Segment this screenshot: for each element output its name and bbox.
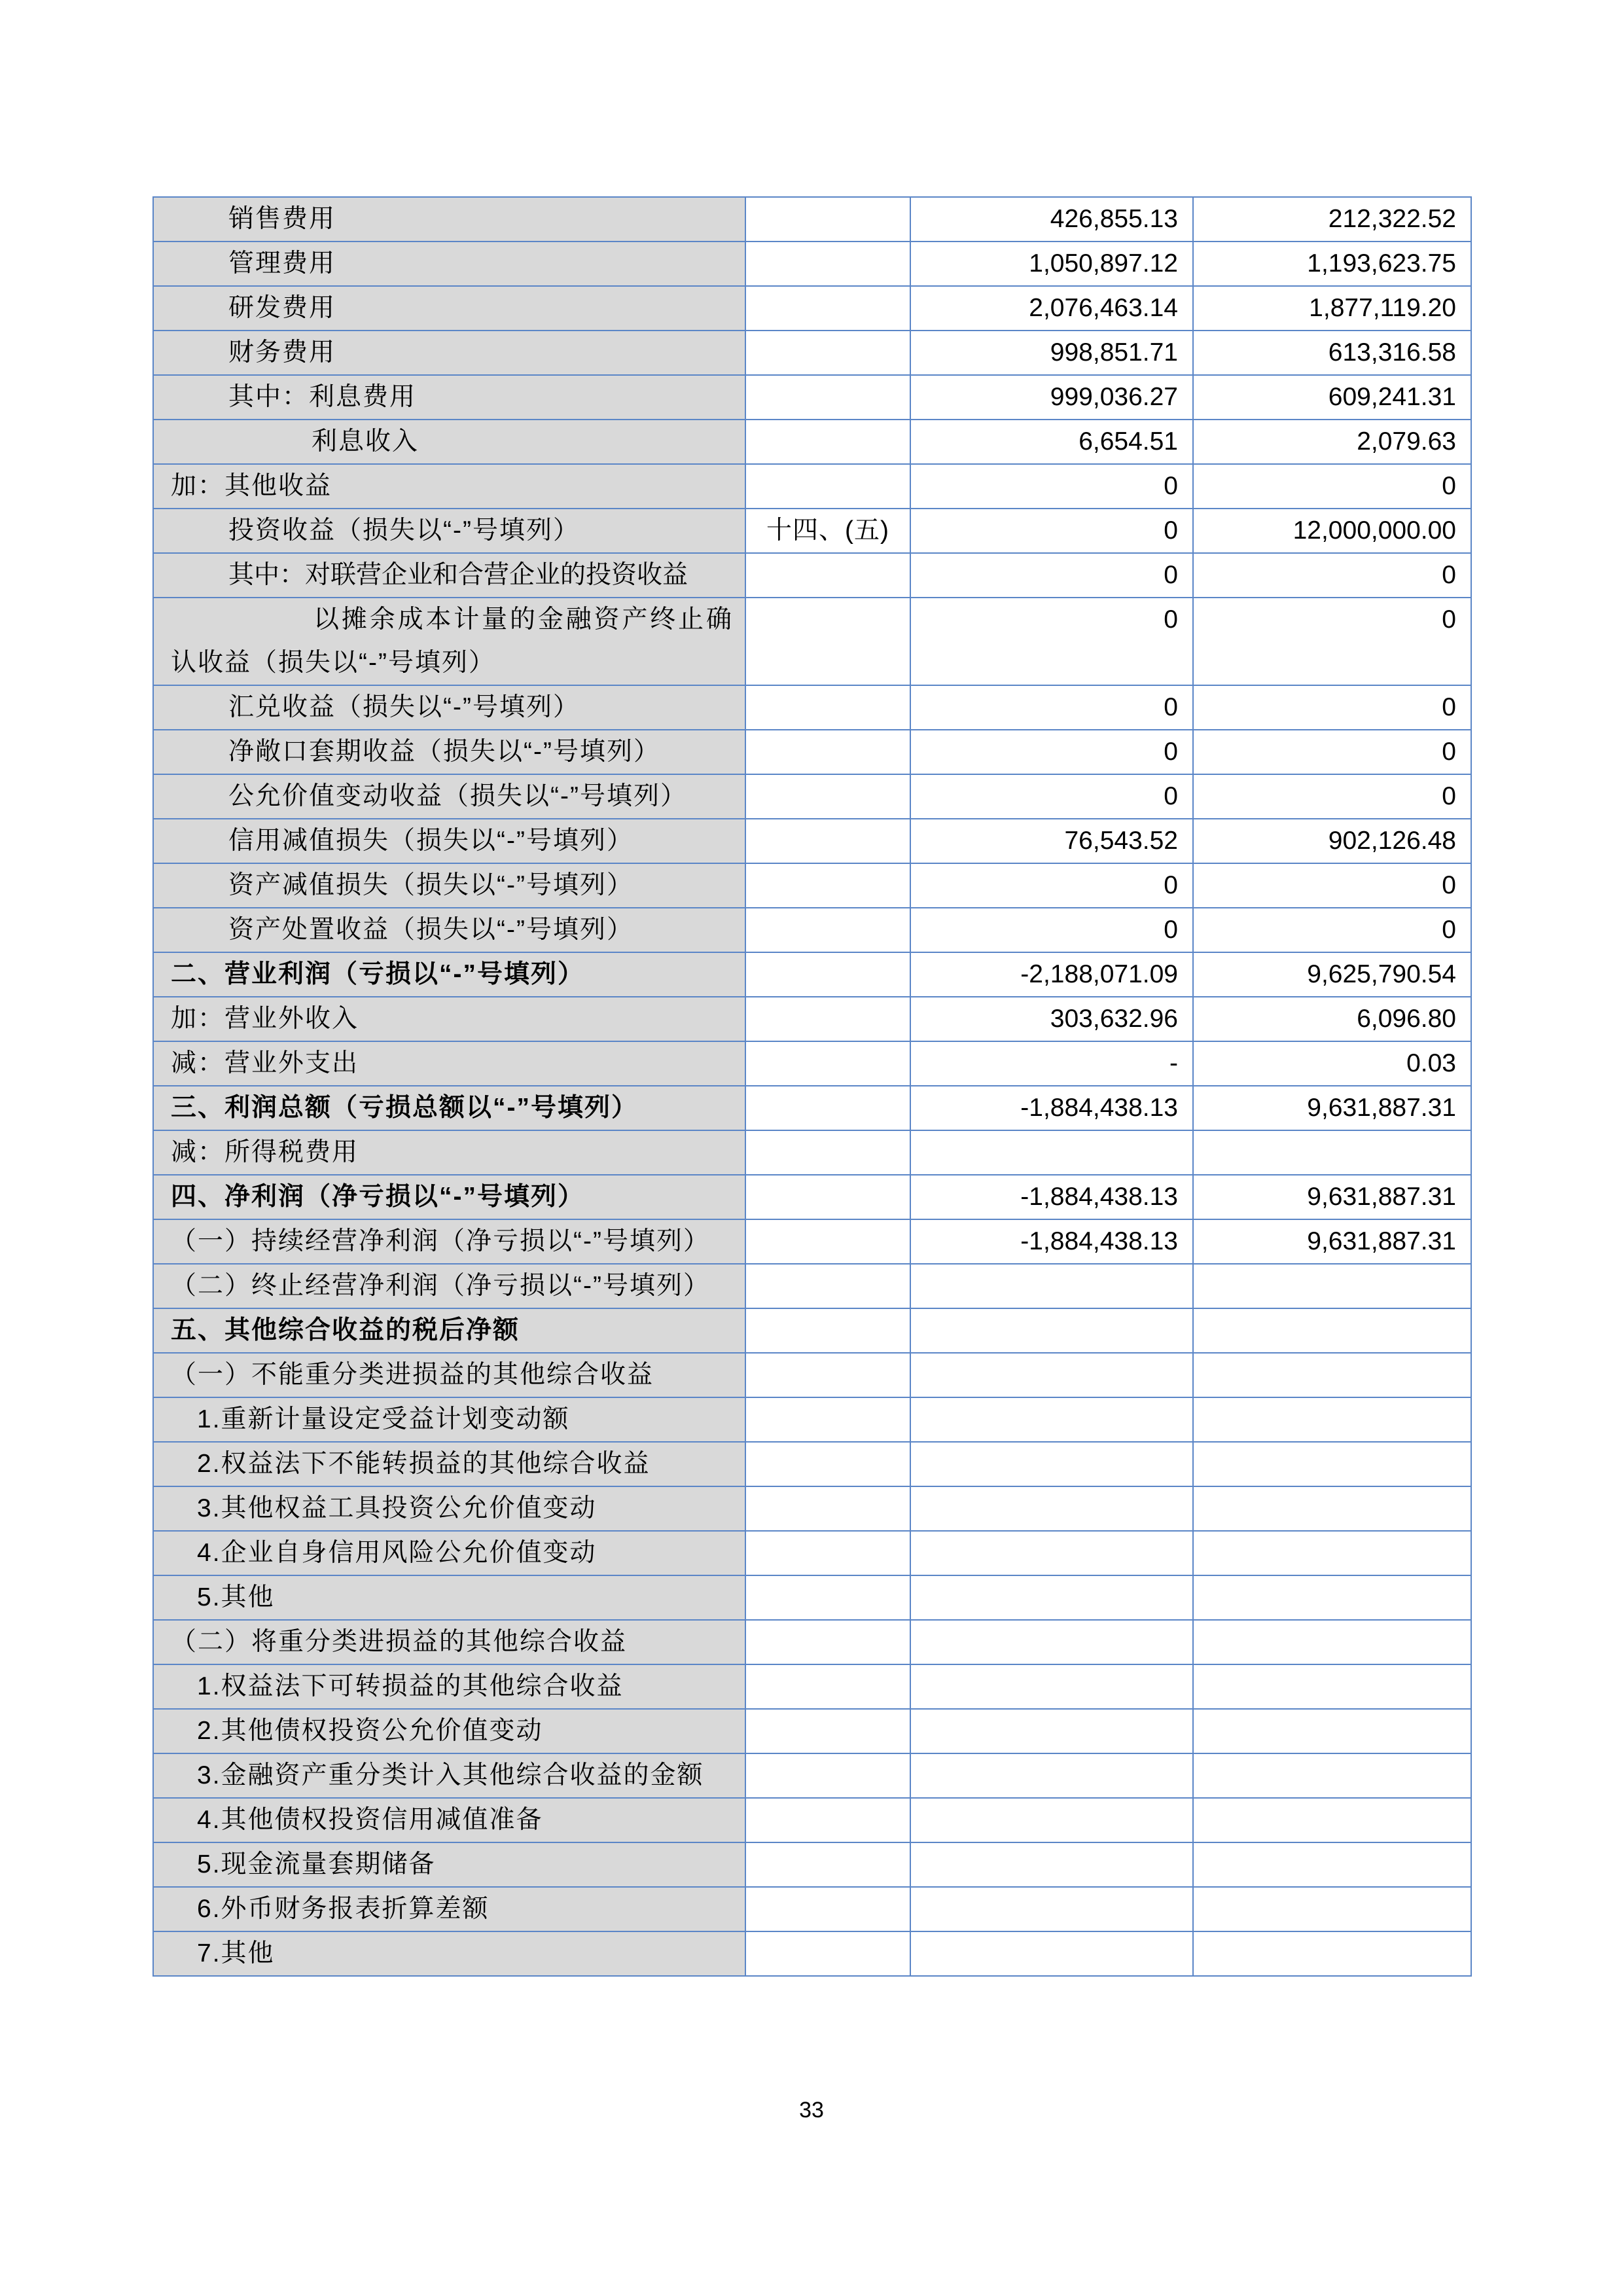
current-period-cell: 426,855.13 — [910, 197, 1193, 242]
note-cell — [745, 997, 910, 1041]
table-row — [153, 420, 1471, 464]
note-cell — [745, 1575, 910, 1620]
current-period-cell: 0 — [910, 863, 1193, 908]
prior-period-cell: 9,631,887.31 — [1193, 1219, 1471, 1264]
table-row — [153, 286, 1471, 331]
row-label: 5.其他 — [153, 1575, 745, 1620]
table-row — [153, 1664, 1471, 1709]
prior-period-cell — [1193, 1753, 1471, 1798]
table-row — [153, 1130, 1471, 1175]
note-cell — [745, 1887, 910, 1931]
row-label: 研发费用 — [153, 286, 745, 331]
prior-period-cell: 2,079.63 — [1193, 420, 1471, 464]
table-row — [153, 1620, 1471, 1664]
table-row — [153, 598, 1471, 685]
prior-period-cell: 0 — [1193, 730, 1471, 774]
table-row — [153, 1842, 1471, 1887]
page-number: 33 — [799, 2098, 824, 2123]
table-row — [153, 331, 1471, 375]
row-label: 管理费用 — [153, 242, 745, 286]
row-label: 加：其他收益 — [153, 464, 745, 509]
prior-period-cell: 0 — [1193, 908, 1471, 952]
row-label: 以摊余成本计量的金融资产终止确认收益（损失以“-”号填列） — [153, 598, 745, 685]
note-cell — [745, 952, 910, 997]
table-row — [153, 1486, 1471, 1531]
current-period-cell — [910, 1575, 1193, 1620]
table-row — [153, 774, 1471, 819]
prior-period-cell: 6,096.80 — [1193, 997, 1471, 1041]
prior-period-cell: 9,625,790.54 — [1193, 952, 1471, 997]
prior-period-cell: 212,322.52 — [1193, 197, 1471, 242]
prior-period-cell: 0 — [1193, 464, 1471, 509]
row-label: 7.其他 — [153, 1931, 745, 1976]
prior-period-cell: 0 — [1193, 598, 1471, 685]
prior-period-cell — [1193, 1887, 1471, 1931]
note-cell — [745, 1353, 910, 1397]
current-period-cell: 0 — [910, 464, 1193, 509]
row-label: 2.权益法下不能转损益的其他综合收益 — [153, 1442, 745, 1486]
note-cell — [745, 375, 910, 420]
note-cell — [745, 1664, 910, 1709]
table-row — [153, 1041, 1471, 1086]
note-cell — [745, 1531, 910, 1575]
row-label: 公允价值变动收益（损失以“-”号填列） — [153, 774, 745, 819]
row-label: 五、其他综合收益的税后净额 — [153, 1308, 745, 1353]
note-cell — [745, 1219, 910, 1264]
current-period-cell: 0 — [910, 908, 1193, 952]
current-period-cell: 0 — [910, 553, 1193, 598]
row-label: 1.重新计量设定受益计划变动额 — [153, 1397, 745, 1442]
note-cell — [745, 1931, 910, 1976]
row-label: 4.企业自身信用风险公允价值变动 — [153, 1531, 745, 1575]
row-label: 资产处置收益（损失以“-”号填列） — [153, 908, 745, 952]
note-cell — [745, 1041, 910, 1086]
current-period-cell — [910, 1842, 1193, 1887]
note-cell — [745, 1620, 910, 1664]
table-row — [153, 1353, 1471, 1397]
prior-period-cell — [1193, 1664, 1471, 1709]
table-row — [153, 952, 1471, 997]
prior-period-cell — [1193, 1130, 1471, 1175]
row-label: 其中：利息费用 — [153, 375, 745, 420]
note-cell — [745, 1753, 910, 1798]
prior-period-cell — [1193, 1531, 1471, 1575]
current-period-cell — [910, 1531, 1193, 1575]
row-label: （一）持续经营净利润（净亏损以“-”号填列） — [153, 1219, 745, 1264]
row-label: 加：营业外收入 — [153, 997, 745, 1041]
table-row — [153, 197, 1471, 242]
note-cell — [745, 1842, 910, 1887]
table-row — [153, 1887, 1471, 1931]
note-cell — [745, 685, 910, 730]
note-cell — [745, 1486, 910, 1531]
table-row — [153, 1931, 1471, 1976]
row-label: （二）将重分类进损益的其他综合收益 — [153, 1620, 745, 1664]
note-cell — [745, 863, 910, 908]
table-row — [153, 863, 1471, 908]
current-period-cell: 1,050,897.12 — [910, 242, 1193, 286]
current-period-cell: 0 — [910, 598, 1193, 685]
current-period-cell: - — [910, 1041, 1193, 1086]
current-period-cell — [910, 1664, 1193, 1709]
prior-period-cell — [1193, 1575, 1471, 1620]
prior-period-cell: 0 — [1193, 863, 1471, 908]
table-row — [153, 1798, 1471, 1842]
prior-period-cell — [1193, 1442, 1471, 1486]
row-label: 二、营业利润（亏损以“-”号填列） — [153, 952, 745, 997]
row-label: 三、利润总额（亏损总额以“-”号填列） — [153, 1086, 745, 1130]
table-row — [153, 1442, 1471, 1486]
current-period-cell — [910, 1264, 1193, 1308]
current-period-cell — [910, 1709, 1193, 1753]
row-label: 3.其他权益工具投资公允价值变动 — [153, 1486, 745, 1531]
current-period-cell: -2,188,071.09 — [910, 952, 1193, 997]
row-label: （二）终止经营净利润（净亏损以“-”号填列） — [153, 1264, 745, 1308]
table-row — [153, 730, 1471, 774]
table-row — [153, 1575, 1471, 1620]
table-row — [153, 1531, 1471, 1575]
row-label: 利息收入 — [153, 420, 745, 464]
prior-period-cell — [1193, 1308, 1471, 1353]
row-label: 减：营业外支出 — [153, 1041, 745, 1086]
row-label: 1.权益法下可转损益的其他综合收益 — [153, 1664, 745, 1709]
prior-period-cell — [1193, 1931, 1471, 1976]
current-period-cell: 0 — [910, 730, 1193, 774]
prior-period-cell — [1193, 1397, 1471, 1442]
table-row — [153, 997, 1471, 1041]
note-cell — [745, 730, 910, 774]
note-cell — [745, 331, 910, 375]
current-period-cell: 303,632.96 — [910, 997, 1193, 1041]
table-row — [153, 1219, 1471, 1264]
current-period-cell: -1,884,438.13 — [910, 1175, 1193, 1219]
note-cell — [745, 1130, 910, 1175]
prior-period-cell: 0 — [1193, 553, 1471, 598]
prior-period-cell: 609,241.31 — [1193, 375, 1471, 420]
prior-period-cell: 9,631,887.31 — [1193, 1086, 1471, 1130]
table-row — [153, 908, 1471, 952]
row-label: 5.现金流量套期储备 — [153, 1842, 745, 1887]
prior-period-cell: 902,126.48 — [1193, 819, 1471, 863]
row-label: 减：所得税费用 — [153, 1130, 745, 1175]
note-cell — [745, 774, 910, 819]
current-period-cell: 0 — [910, 774, 1193, 819]
prior-period-cell — [1193, 1353, 1471, 1397]
row-label: 净敞口套期收益（损失以“-”号填列） — [153, 730, 745, 774]
current-period-cell — [910, 1798, 1193, 1842]
row-label: 投资收益（损失以“-”号填列） — [153, 509, 745, 553]
row-label: 3.金融资产重分类计入其他综合收益的金额 — [153, 1753, 745, 1798]
table-row — [153, 1264, 1471, 1308]
note-cell — [745, 553, 910, 598]
note-cell — [745, 1798, 910, 1842]
note-cell — [745, 1086, 910, 1130]
prior-period-cell: 613,316.58 — [1193, 331, 1471, 375]
current-period-cell — [910, 1353, 1193, 1397]
prior-period-cell: 0.03 — [1193, 1041, 1471, 1086]
current-period-cell — [910, 1931, 1193, 1976]
prior-period-cell — [1193, 1264, 1471, 1308]
current-period-cell — [910, 1397, 1193, 1442]
row-label: 信用减值损失（损失以“-”号填列） — [153, 819, 745, 863]
note-cell — [745, 1709, 910, 1753]
row-label: 资产减值损失（损失以“-”号填列） — [153, 863, 745, 908]
prior-period-cell: 12,000,000.00 — [1193, 509, 1471, 553]
note-cell — [745, 819, 910, 863]
current-period-cell — [910, 1887, 1193, 1931]
table-row — [153, 1175, 1471, 1219]
current-period-cell: -1,884,438.13 — [910, 1086, 1193, 1130]
table-row — [153, 375, 1471, 420]
note-cell — [745, 1264, 910, 1308]
note-cell — [745, 1442, 910, 1486]
table-row — [153, 1397, 1471, 1442]
note-cell — [745, 908, 910, 952]
prior-period-cell — [1193, 1486, 1471, 1531]
current-period-cell: 998,851.71 — [910, 331, 1193, 375]
table-row — [153, 1709, 1471, 1753]
current-period-cell — [910, 1620, 1193, 1664]
note-cell — [745, 598, 910, 685]
prior-period-cell: 0 — [1193, 685, 1471, 730]
prior-period-cell: 9,631,887.31 — [1193, 1175, 1471, 1219]
note-cell — [745, 1175, 910, 1219]
table-row — [153, 1308, 1471, 1353]
row-label: 6.外币财务报表折算差额 — [153, 1887, 745, 1931]
prior-period-cell: 0 — [1193, 774, 1471, 819]
prior-period-cell: 1,193,623.75 — [1193, 242, 1471, 286]
note-cell — [745, 464, 910, 509]
note-cell — [745, 1308, 910, 1353]
current-period-cell: 2,076,463.14 — [910, 286, 1193, 331]
row-label: 其中：对联营企业和合营企业的投资收益 — [153, 553, 745, 598]
table-row — [153, 1086, 1471, 1130]
row-label: 财务费用 — [153, 331, 745, 375]
row-label: 2.其他债权投资公允价值变动 — [153, 1709, 745, 1753]
current-period-cell: 6,654.51 — [910, 420, 1193, 464]
prior-period-cell: 1,877,119.20 — [1193, 286, 1471, 331]
table-row — [153, 1753, 1471, 1798]
current-period-cell: 0 — [910, 509, 1193, 553]
row-label: （一）不能重分类进损益的其他综合收益 — [153, 1353, 745, 1397]
prior-period-cell — [1193, 1709, 1471, 1753]
prior-period-cell — [1193, 1798, 1471, 1842]
income-statement-table — [152, 196, 1472, 1977]
current-period-cell: 76,543.52 — [910, 819, 1193, 863]
row-label: 汇兑收益（损失以“-”号填列） — [153, 685, 745, 730]
table-row — [153, 242, 1471, 286]
note-cell — [745, 197, 910, 242]
current-period-cell: -1,884,438.13 — [910, 1219, 1193, 1264]
current-period-cell — [910, 1753, 1193, 1798]
current-period-cell — [910, 1130, 1193, 1175]
note-cell — [745, 286, 910, 331]
current-period-cell — [910, 1308, 1193, 1353]
note-cell — [745, 1397, 910, 1442]
row-label: 四、净利润（净亏损以“-”号填列） — [153, 1175, 745, 1219]
table-row — [153, 464, 1471, 509]
current-period-cell: 0 — [910, 685, 1193, 730]
table-row — [153, 553, 1471, 598]
note-cell: 十四、(五) — [745, 509, 910, 553]
current-period-cell — [910, 1486, 1193, 1531]
note-cell — [745, 242, 910, 286]
prior-period-cell — [1193, 1620, 1471, 1664]
table-row — [153, 509, 1471, 553]
current-period-cell — [910, 1442, 1193, 1486]
table-row — [153, 685, 1471, 730]
row-label: 销售费用 — [153, 197, 745, 242]
row-label: 4.其他债权投资信用减值准备 — [153, 1798, 745, 1842]
table-row — [153, 819, 1471, 863]
current-period-cell: 999,036.27 — [910, 375, 1193, 420]
prior-period-cell — [1193, 1842, 1471, 1887]
note-cell — [745, 420, 910, 464]
